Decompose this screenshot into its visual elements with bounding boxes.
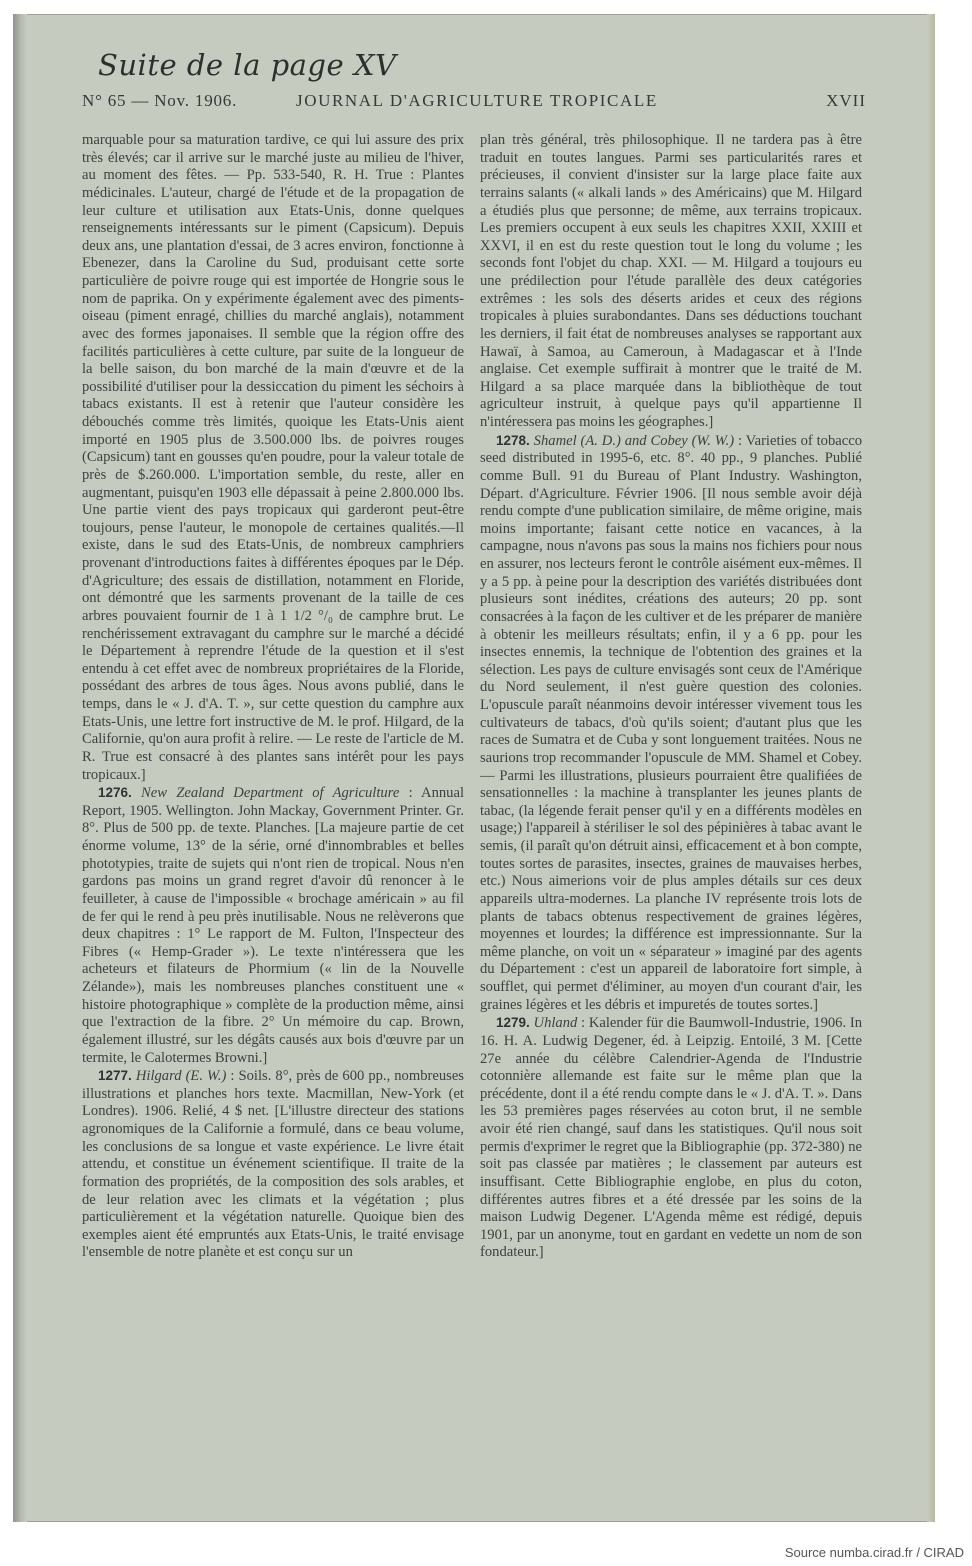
source-credit: Source numba.cirad.fr / CIRAD (784, 1545, 964, 1560)
entry-text: : Soils. 8°, près de 600 pp., nombreuses illustrations et planches hors texte. Macmillan, New-York (et Londres). 1906. Relié, 4 $ net. [L'illustre directeur des stations agronomiques de la Californie a formulé, dans ce beau volume, les conclusions de sa longue et vaste expérience. Le livre était attendu, et constitue un événement scientifique. Il traite de la formation des propriétés, de la composition des sols arables, et de leur relation avec les climats et la végétation ; plus particulièrement et la végétation naturelle. Quoique bien des exemples aient été empruntés aux Etats-Unis, le traité envisage l'ensemble de notre planète et est conçu sur un (82, 1068, 464, 1261)
entry-1276 (82, 784, 464, 1067)
right-column (480, 132, 862, 1262)
entry-number: 1276. (98, 785, 132, 801)
entry-text: : Kalender für die Baumwoll-Industrie, 1906. In 16. H. A. Ludwig Degener, éd. à Leipzig. Entoilé, 3 M. [Cette 27e année du célèbre Calendrier-Agenda de l'Industrie cotonnière allemande est faite sur le même plan que la précédente, dont il a été rendu compte dans le « J. d'A. T. ». Dans les 53 premières pages réservées au coton brut, il ne semble avoir été rien changé, sauf dans les statistiques. Qu'il nous soit permis d'exprimer le regret que la Bibliographie (pp. 372-380) ne soit pas classée par matières ; le classement par auteurs est insuffisant. Cette Bibliographie englobe, en plus du coton, différentes autres fibres et a été dressée par les soins de la maison Ludwig Degener. L'Agenda même est rédigé, depuis 1901, par un anonyme, tout en gardant en vedette un nom de son fondateur.] (480, 1015, 862, 1261)
handwritten-note: Suite de la page XV (98, 48, 397, 82)
page-edge (927, 14, 935, 1522)
page-binding-shadow (13, 14, 27, 1522)
paragraph-continued: plan très général, très philosophique. Il ne tardera pas à être traduit en toutes langues. Parmi ses particularités rares et précieuses, il convient d'insister sur la large place faite aux terrains salants (« alkali lands » des Américains) que M. Hilgard a étudiés plus que personne; de même, aux terrains tropicaux. Les premiers occupent à eux seuls les chapitres XXII, XXIII et XXVI, il en est du reste question tout le long du volume ; les seconds font l'objet du chap. XXI. — M. Hilgard a toujours eu une prédilection pour l'étude parallèle des deux catégories extrêmes : les sols des déserts arides et ceux des régions tropicales à pluies surabondantes. Dans ses déductions touchant les derniers, il fait état de nombreuses analyses se rapportant aux Hawaï, à Samoa, au Cameroun, à Madagascar et à l'Inde anglaise. Cet exemple suffirait à montrer que le traité de M. Hilgard a sa place marquée dans la bibliothèque de tout agriculteur instruit, à quelque pays qu'il appartienne Il n'intéressera pas moins les géographes.] (480, 132, 862, 430)
left-column (82, 132, 464, 1262)
entry-number: 1277. (98, 1068, 132, 1084)
journal-title: JOURNAL D'AGRICULTURE TROPICALE (296, 91, 658, 110)
entry-title: Hilgard (E. W.) (135, 1068, 227, 1085)
entry-title: Uhland (533, 1015, 578, 1032)
entry-title: New Zealand Department of Agriculture (141, 785, 400, 802)
entry-number: 1278. (496, 432, 530, 448)
entry-text: : Annual Report, 1905. Wellington. John Mackay, Government Printer. Gr. 8°. Plus de 500 pp. de texte. Planches. [La majeure partie de cet énorme volume, 13° de la série, orné d'innombrables et belles phototypies, traite de sujets qui n'ont rien de tropical. Nous n'en gardons pas moins un grand regret d'avoir dû renoncer à le feuilleter, à cause de l'impossible « brochage américain » au fil de fer qui le rend à peu près inutilisable. Nous ne relèverons que deux chapitres : 1° Le rapport de M. Fulton, l'Inspecteur des Fibres (« Hemp-Grader »). Le texte n'intéressera que les acheteurs et filateurs de Phormium (« lin de la Nouvelle Zélande»), mais les nombreuses planches constituent une « histoire photographique » complète de la production même, ainsi que l'extraction de la fibre. 2° Un mémoire du cap. Brown, également illustré, sur les dégâts causés aux bois d'œuvre par un termite, le Calotermes Browni.] (82, 785, 465, 1066)
issue-number-date: N° 65 — Nov. 1906. (82, 91, 238, 110)
entry-1278 (480, 432, 862, 1015)
entry-number: 1279. (496, 1015, 530, 1031)
page-number: XVII (826, 91, 866, 110)
entry-text: : Varieties of tobacco seed distributed in 1995-6, etc. 8°. 40 pp., 9 planches. Publié comme Bull. 91 du Bureau of Plant Industry. Washington, Départ. d'Agriculture. Février 1906. [Il nous semble avoir déjà rendu compte d'une publication similaire, de même origine, mais moins importante; faisant cette notice en vacances, à la campagne, nous n'avons pas sous la mains nos fichiers pour nous en assurer, nos lecteurs feront le contrôle aisément eux-mêmes. Il y a 5 pp. à peine pour la description des variétés distribuées dont plusieurs sont inédites, créations des auteurs; 20 pp. sont consacrées à la façon de les cultiver et de les préparer de manière à obtenir les meilleurs résultats; enfin, il y a 6 pp. pour les insectes ennemis, la technique de l'obtention des graines et la sélection. Les pays de culture envisagés sont ceux de l'Amérique du Nord seulement, il n'est guère question des colonies. L'opuscule paraît néanmoins devoir intéresser vivement tous les cultivateurs de tabacs, d'où qu'ils soient; d'autant plus que les races de Sumatra et de Cuba y sont longuement traitées. Nous ne saurions trop recommander l'opuscule de MM. Shamel et Cobey. — Parmi les illustrations, plusieurs pourraient être qualifiées de sensationnelles : la machine à transplanter les jeunes plants de tabac, (la légende ferait penser qu'il y en a différents modèles en usage;) l'appareil à stériliser le sol des pépinières à tabac avant le semis, (il paraît qu'on détruit ainsi, efficacement et à bon compte, toutes sortes de parasites, insectes, graines de mauvaises herbes, etc.) Nous aimerions voir de plus amples détails sur ces deux appareils ultra-modernes. La planche IV représente trois lots de plants de tabacs obtenus respectivement de graines légères, moyennes et lourdes; la différence est impressionnante. Sur la même planche, on voit un « séparateur » imaginé par des agents du Département : c'est un appareil de laboratoire fort simple, à soufflet, qui permet d'éliminer, au moyen d'un courant d'air, les graines légères et les débris et impuretés de toutes sortes.] (480, 432, 862, 1013)
paragraph-continued: marquable pour sa maturation tardive, ce qui lui assure des prix très élevés; car il arrive sur le marché juste au milieu de l'hiver, au moment des fêtes. — Pp. 533-540, R. H. True : Plantes médicinales. L'auteur, chargé de l'étude et de la propagation de leur culture et utilisation aux Etats-Unis, donne quelques renseignements intéressants sur le piment (Capsicum). Depuis deux ans, une plantation d'essai, de 3 acres environ, fonctionne à Ebenezer, dans la Caroline du Sud, produisant cette sorte particulière de poivre rouge qui est importée de Hongrie sous le nom de paprika. On y expérimente également avec des piments-oiseau (piment enragé, chillies du marché anglais), notamment avec des formes japonaises. Il semble que la région offre des facilités particulières à cette culture, par suite de la longueur de la belle saison, du bon marché de la main d'œuvre et de la possibilité d'utiliser pour la dessiccation du piment les séchoirs à tabacs existants. Il est à retenir que l'auteur considère les débouchés comme très limités, quoique les Etats-Unis aient importé en 1905 plus de 3.500.000 lbs. de poivres rouges (Capsicum) tant en gousses qu'en poudre, pour la valeur totale de près de $.260.000. L'importation semble, du reste, aller en augmentant, puisqu'en 1903 elle dépassait à peine 2.800.000 lbs. Une partie vient des pays tropicaux qui garderont peut-être toujours, pense l'auteur, le monopole de certaines qualités.—Il existe, dans le sud des Etats-Unis, de nombreux camphriers provenant d'introductions faites à différentes époques par le Dép. d'Agriculture; des essais de distillation, notamment en Floride, ont démontré que les sarments provenant de la taille de ces arbres pouvaient fournir de 1 à 1 1/2 °/₀ de camphre brut. Le renchérissement extravagant du camphre sur le marché a décidé le Département à reprendre l'étude de la question et il s'est entendu à cet effet avec de nombreux propriétaires de la Floride, possédant des arbres de tous âges. Nous avons publié, dans le temps, dans le « J. d'A. T. », sur cette question du camphre aux Etats-Unis, une lettre fort instructive de M. le prof. Hilgard, de la Californie, qu'on aura profit à relire. — Le reste de l'article de M. R. True est consacré à des plantes sans intérêt pour les pays tropicaux.] (82, 132, 464, 783)
page-header (82, 91, 866, 113)
entry-title: Shamel (A. D.) and Cobey (W. W.) (533, 432, 735, 449)
entry-1277 (82, 1067, 464, 1262)
entry-1279 (480, 1014, 862, 1262)
